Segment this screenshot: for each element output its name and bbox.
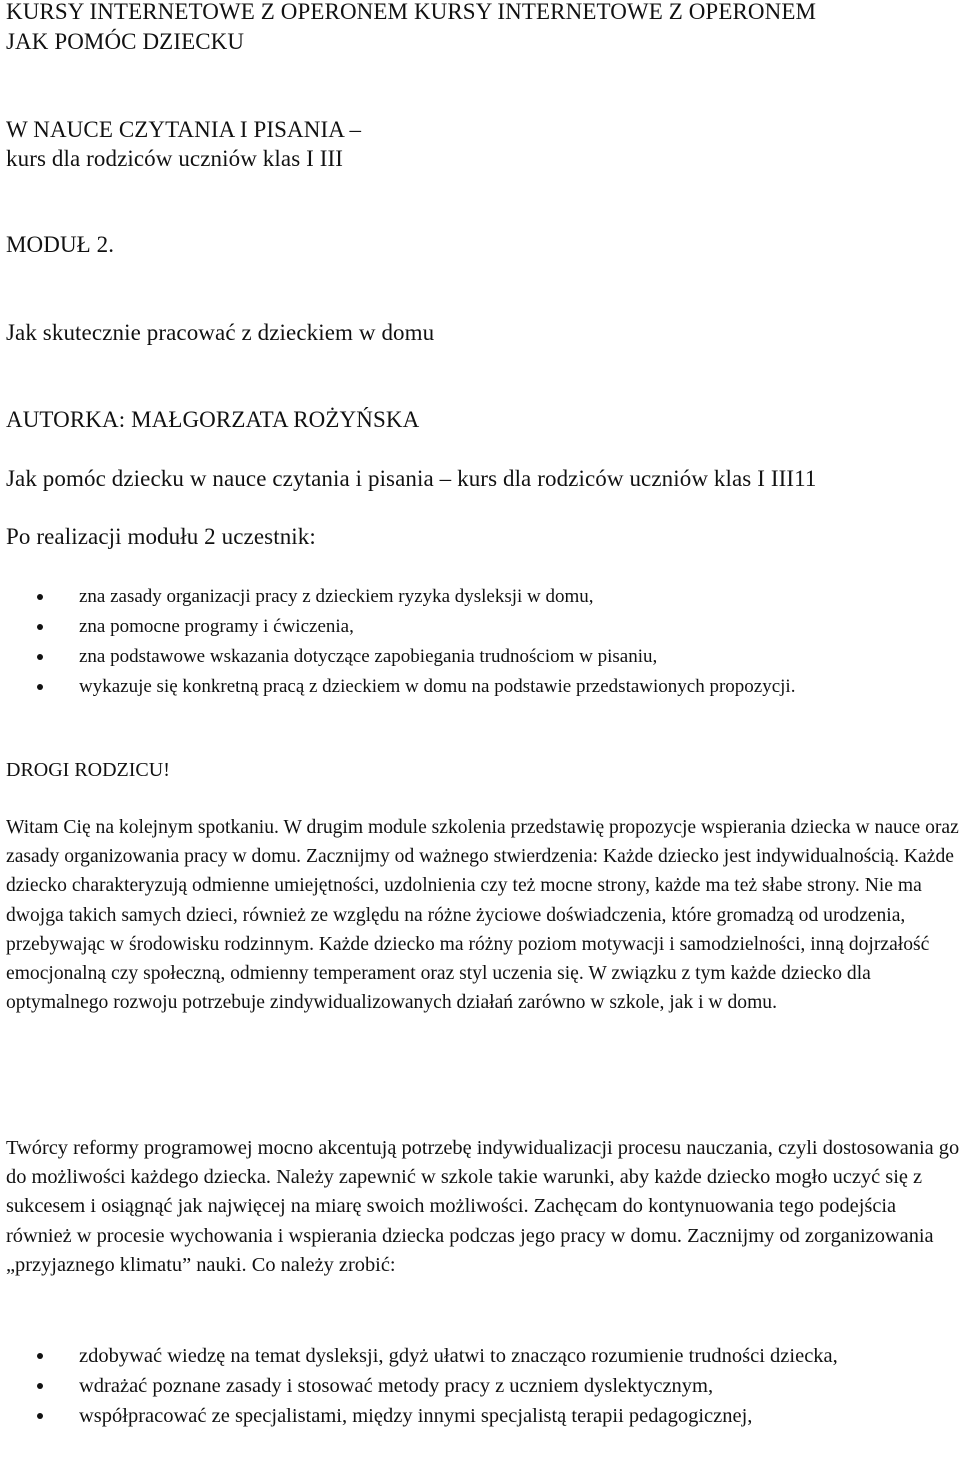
paragraph-1: Witam Cię na kolejnym spotkaniu. W drugim module szkolenia przedstawię propozycje wspierania dziecka w nauce oraz zasady organizowania pracy w domu. Zacznijmy od ważnego stwierdzenia: Każde dziecko jest indywidualnością. Każde dziecko charakteryzują odmienne umiejętności, uzdolnienia czy też mocne strony, każde ma też słabe strony. Nie ma dwojga takich samych dzieci, również ze względu na różne życiowe doświadczenia, które gromadzą od urodzenia, przebywając w środowisku rodzinnym. Każde dziecko ma różny poziom motywacji i samodzielności, inną dojrzałość emocjonalną czy społeczną, odmienny temperament oraz styl uczenia się. W związku z tym każde dziecko dla optymalnego rozwoju potrzebuje zindywidualizowanych działań zarówno w szkole, jak i w domu. — [6, 817, 959, 1014]
list-item: zna podstawowe wskazania dotyczące zapobiegania trudnościom w pisaniu, — [0, 642, 949, 672]
module-title: Jak skutecznie pracować z dzieckiem w domu — [6, 320, 435, 345]
greeting: DROGI RODZICU! — [6, 759, 170, 781]
list-item: współpracować ze specjalistami, między innymi specjalistą terapii pedagogicznej, — [0, 1401, 959, 1431]
course-line: Jak pomóc dziecku w nauce czytania i pisania – kurs dla rodziców uczniów klas I III11 — [6, 466, 817, 491]
bullet-icon — [37, 1353, 43, 1359]
bullet-icon — [37, 654, 43, 660]
list-item: wykazuje się konkretną pracą z dzieckiem w domu na podstawie przedstawionych propozycji. — [0, 672, 949, 702]
bullet-icon — [37, 624, 43, 630]
header-line-2: JAK POMÓC DZIECKU — [6, 29, 245, 54]
outcomes-list — [0, 582, 949, 702]
bullet-icon — [37, 1413, 43, 1419]
author-line: AUTORKA: MAŁGORZATA ROŻYŃSKA — [6, 407, 420, 432]
bullet-icon — [37, 1383, 43, 1389]
list-item: zdobywać wiedzę na temat dysleksji, gdyż ułatwi to znacząco rozumienie trudności dziecka, — [0, 1341, 959, 1371]
paragraph-2: Twórcy reformy programowej mocno akcentują potrzebę indywidualizacji procesu nauczania, czyli dostosowania go do możliwości każdego dziecka. Należy zapewnić w szkole takie warunki, aby każde dziecko mogło uczyć się z sukcesem i osiągnąć jak najwięcej na miarę swoich możliwości. Zachęcam do kontynuowania tego podejścia również w procesie wychowania i wspierania dziecka podczas jego pracy w domu. Zacznijmy od zorganizowania „przyjaznego klimatu” nauki. Co należy zrobić: — [6, 1137, 960, 1276]
intro-line: Po realizacji modułu 2 uczestnik: — [6, 524, 316, 549]
header-line-3: W NAUCE CZYTANIA I PISANIA – — [6, 117, 362, 142]
actions-list — [0, 1341, 959, 1431]
header-line-4: kurs dla rodziców uczniów klas I III — [6, 146, 343, 171]
list-item: wdrażać poznane zasady i stosować metody pracy z uczniem dyslektycznym, — [0, 1371, 959, 1401]
list-item: zna zasady organizacji pracy z dzieckiem ryzyka dysleksji w domu, — [0, 582, 949, 612]
bullet-icon — [37, 594, 43, 600]
list-item: zna pomocne programy i ćwiczenia, — [0, 612, 949, 642]
header-line-1: KURSY INTERNETOWE Z OPERONEM KURSY INTERNETOWE Z OPERONEM — [6, 0, 817, 24]
module-label: MODUŁ 2. — [6, 232, 115, 257]
bullet-icon — [37, 684, 43, 690]
